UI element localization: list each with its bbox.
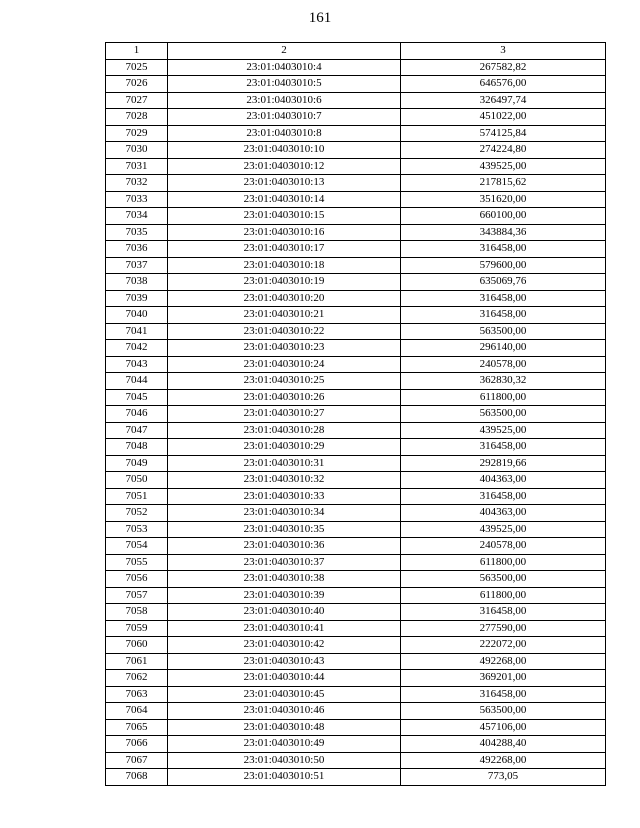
cadastral-number-cell: 23:01:0403010:22 (168, 323, 401, 340)
cadastral-number-cell: 23:01:0403010:33 (168, 488, 401, 505)
value-cell: 292819,66 (401, 455, 606, 472)
value-cell: 240578,00 (401, 356, 606, 373)
header-col-2: 2 (168, 43, 401, 60)
row-number-cell: 7066 (106, 736, 168, 753)
cadastral-number-cell: 23:01:0403010:12 (168, 158, 401, 175)
table-row (106, 175, 606, 192)
row-number-cell: 7038 (106, 274, 168, 291)
table-row (106, 323, 606, 340)
table-row (106, 158, 606, 175)
row-number-cell: 7039 (106, 290, 168, 307)
row-number-cell: 7051 (106, 488, 168, 505)
value-cell: 267582,82 (401, 59, 606, 76)
table-row (106, 257, 606, 274)
table-row (106, 620, 606, 637)
row-number-cell: 7043 (106, 356, 168, 373)
table-row (106, 752, 606, 769)
cadastral-number-cell: 23:01:0403010:20 (168, 290, 401, 307)
row-number-cell: 7029 (106, 125, 168, 142)
cadastral-number-cell: 23:01:0403010:27 (168, 406, 401, 423)
table-row (106, 554, 606, 571)
value-cell: 404363,00 (401, 505, 606, 522)
table-row (106, 472, 606, 489)
cadastral-number-cell: 23:01:0403010:10 (168, 142, 401, 159)
cadastral-number-cell: 23:01:0403010:36 (168, 538, 401, 555)
value-cell: 439525,00 (401, 422, 606, 439)
table-row (106, 241, 606, 258)
header-col-3: 3 (401, 43, 606, 60)
table-row (106, 455, 606, 472)
value-cell: 579600,00 (401, 257, 606, 274)
value-cell: 635069,76 (401, 274, 606, 291)
value-cell: 343884,36 (401, 224, 606, 241)
value-cell: 274224,80 (401, 142, 606, 159)
row-number-cell: 7052 (106, 505, 168, 522)
cadastral-number-cell: 23:01:0403010:44 (168, 670, 401, 687)
table-header (106, 43, 606, 60)
table-row (106, 76, 606, 93)
table-row (106, 290, 606, 307)
table-row (106, 719, 606, 736)
row-number-cell: 7032 (106, 175, 168, 192)
value-cell: 451022,00 (401, 109, 606, 126)
table-row (106, 587, 606, 604)
value-cell: 217815,62 (401, 175, 606, 192)
value-cell: 492268,00 (401, 752, 606, 769)
table-row (106, 422, 606, 439)
table-row (106, 109, 606, 126)
cadastral-number-cell: 23:01:0403010:5 (168, 76, 401, 93)
row-number-cell: 7041 (106, 323, 168, 340)
table-body (106, 59, 606, 785)
value-cell: 316458,00 (401, 290, 606, 307)
table-row (106, 307, 606, 324)
cadastral-number-cell: 23:01:0403010:21 (168, 307, 401, 324)
value-cell: 611800,00 (401, 554, 606, 571)
table-row (106, 686, 606, 703)
value-cell: 316458,00 (401, 241, 606, 258)
cadastral-number-cell: 23:01:0403010:46 (168, 703, 401, 720)
cadastral-number-cell: 23:01:0403010:41 (168, 620, 401, 637)
table-row (106, 125, 606, 142)
value-cell: 611800,00 (401, 389, 606, 406)
table-row (106, 769, 606, 786)
cadastral-number-cell: 23:01:0403010:16 (168, 224, 401, 241)
cadastral-number-cell: 23:01:0403010:38 (168, 571, 401, 588)
cadastral-number-cell: 23:01:0403010:32 (168, 472, 401, 489)
value-cell: 611800,00 (401, 587, 606, 604)
row-number-cell: 7034 (106, 208, 168, 225)
row-number-cell: 7030 (106, 142, 168, 159)
table-row (106, 439, 606, 456)
cadastral-number-cell: 23:01:0403010:29 (168, 439, 401, 456)
cadastral-number-cell: 23:01:0403010:34 (168, 505, 401, 522)
page-number: 161 (308, 10, 332, 26)
cadastral-number-cell: 23:01:0403010:8 (168, 125, 401, 142)
value-cell: 316458,00 (401, 686, 606, 703)
row-number-cell: 7056 (106, 571, 168, 588)
value-cell: 574125,84 (401, 125, 606, 142)
header-col-1: 1 (106, 43, 168, 60)
row-number-cell: 7036 (106, 241, 168, 258)
cadastral-number-cell: 23:01:0403010:24 (168, 356, 401, 373)
cadastral-number-cell: 23:01:0403010:14 (168, 191, 401, 208)
cadastral-number-cell: 23:01:0403010:19 (168, 274, 401, 291)
table-row (106, 389, 606, 406)
row-number-cell: 7057 (106, 587, 168, 604)
table-row (106, 406, 606, 423)
header-row (106, 43, 606, 60)
table-row (106, 340, 606, 357)
value-cell: 351620,00 (401, 191, 606, 208)
table-row (106, 637, 606, 654)
row-number-cell: 7037 (106, 257, 168, 274)
value-cell: 439525,00 (401, 521, 606, 538)
value-cell: 773,05 (401, 769, 606, 786)
row-number-cell: 7053 (106, 521, 168, 538)
cadastral-number-cell: 23:01:0403010:45 (168, 686, 401, 703)
table-row (106, 521, 606, 538)
value-cell: 563500,00 (401, 703, 606, 720)
value-cell: 326497,74 (401, 92, 606, 109)
value-cell: 457106,00 (401, 719, 606, 736)
row-number-cell: 7050 (106, 472, 168, 489)
row-number-cell: 7033 (106, 191, 168, 208)
table-row (106, 538, 606, 555)
table-row (106, 571, 606, 588)
row-number-cell: 7035 (106, 224, 168, 241)
row-number-cell: 7062 (106, 670, 168, 687)
cadastral-number-cell: 23:01:0403010:26 (168, 389, 401, 406)
cadastral-number-cell: 23:01:0403010:37 (168, 554, 401, 571)
row-number-cell: 7059 (106, 620, 168, 637)
cadastral-number-cell: 23:01:0403010:7 (168, 109, 401, 126)
row-number-cell: 7028 (106, 109, 168, 126)
value-cell: 316458,00 (401, 604, 606, 621)
cadastral-number-cell: 23:01:0403010:28 (168, 422, 401, 439)
row-number-cell: 7040 (106, 307, 168, 324)
value-cell: 240578,00 (401, 538, 606, 555)
registry-table (105, 42, 606, 786)
table-row (106, 224, 606, 241)
row-number-cell: 7055 (106, 554, 168, 571)
value-cell: 492268,00 (401, 653, 606, 670)
row-number-cell: 7046 (106, 406, 168, 423)
cadastral-number-cell: 23:01:0403010:39 (168, 587, 401, 604)
value-cell: 563500,00 (401, 406, 606, 423)
row-number-cell: 7064 (106, 703, 168, 720)
table-row (106, 356, 606, 373)
value-cell: 404288,40 (401, 736, 606, 753)
cadastral-number-cell: 23:01:0403010:31 (168, 455, 401, 472)
row-number-cell: 7026 (106, 76, 168, 93)
row-number-cell: 7027 (106, 92, 168, 109)
table-row (106, 736, 606, 753)
table-row (106, 59, 606, 76)
cadastral-number-cell: 23:01:0403010:17 (168, 241, 401, 258)
cadastral-number-cell: 23:01:0403010:15 (168, 208, 401, 225)
row-number-cell: 7067 (106, 752, 168, 769)
value-cell: 439525,00 (401, 158, 606, 175)
value-cell: 369201,00 (401, 670, 606, 687)
table-row (106, 191, 606, 208)
table-row (106, 274, 606, 291)
cadastral-number-cell: 23:01:0403010:13 (168, 175, 401, 192)
row-number-cell: 7048 (106, 439, 168, 456)
row-number-cell: 7054 (106, 538, 168, 555)
table-row (106, 604, 606, 621)
cadastral-number-cell: 23:01:0403010:50 (168, 752, 401, 769)
value-cell: 316458,00 (401, 488, 606, 505)
cadastral-number-cell: 23:01:0403010:6 (168, 92, 401, 109)
row-number-cell: 7042 (106, 340, 168, 357)
cadastral-number-cell: 23:01:0403010:49 (168, 736, 401, 753)
value-cell: 563500,00 (401, 571, 606, 588)
cadastral-number-cell: 23:01:0403010:25 (168, 373, 401, 390)
row-number-cell: 7058 (106, 604, 168, 621)
row-number-cell: 7045 (106, 389, 168, 406)
table-row (106, 703, 606, 720)
table-row (106, 142, 606, 159)
row-number-cell: 7044 (106, 373, 168, 390)
row-number-cell: 7061 (106, 653, 168, 670)
value-cell: 660100,00 (401, 208, 606, 225)
cadastral-number-cell: 23:01:0403010:42 (168, 637, 401, 654)
value-cell: 563500,00 (401, 323, 606, 340)
row-number-cell: 7065 (106, 719, 168, 736)
cadastral-number-cell: 23:01:0403010:35 (168, 521, 401, 538)
table-row (106, 208, 606, 225)
value-cell: 296140,00 (401, 340, 606, 357)
value-cell: 404363,00 (401, 472, 606, 489)
value-cell: 222072,00 (401, 637, 606, 654)
row-number-cell: 7068 (106, 769, 168, 786)
table-row (106, 670, 606, 687)
value-cell: 362830,32 (401, 373, 606, 390)
row-number-cell: 7025 (106, 59, 168, 76)
cadastral-number-cell: 23:01:0403010:23 (168, 340, 401, 357)
row-number-cell: 7047 (106, 422, 168, 439)
table-row (106, 92, 606, 109)
table-row (106, 373, 606, 390)
table-row (106, 488, 606, 505)
value-cell: 316458,00 (401, 307, 606, 324)
value-cell: 316458,00 (401, 439, 606, 456)
row-number-cell: 7049 (106, 455, 168, 472)
cadastral-number-cell: 23:01:0403010:51 (168, 769, 401, 786)
cadastral-number-cell: 23:01:0403010:43 (168, 653, 401, 670)
table-row (106, 653, 606, 670)
cadastral-number-cell: 23:01:0403010:48 (168, 719, 401, 736)
row-number-cell: 7031 (106, 158, 168, 175)
table-row (106, 505, 606, 522)
cadastral-number-cell: 23:01:0403010:40 (168, 604, 401, 621)
cadastral-number-cell: 23:01:0403010:18 (168, 257, 401, 274)
row-number-cell: 7060 (106, 637, 168, 654)
cadastral-number-cell: 23:01:0403010:4 (168, 59, 401, 76)
value-cell: 277590,00 (401, 620, 606, 637)
row-number-cell: 7063 (106, 686, 168, 703)
value-cell: 646576,00 (401, 76, 606, 93)
